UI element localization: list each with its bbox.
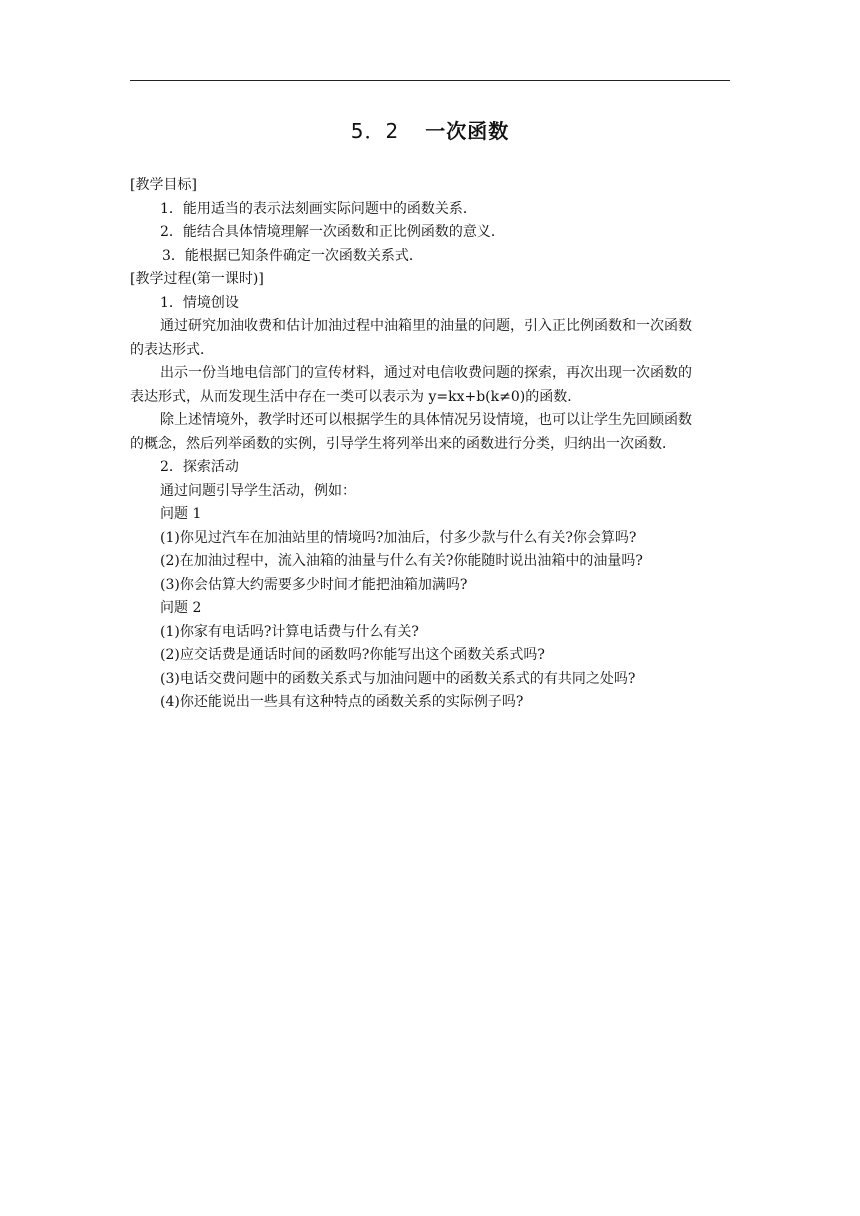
section-intro: 通过问题引导学生活动，例如： xyxy=(160,482,356,499)
problem-item: (3)电话交费问题中的函数关系式与加油问题中的函数关系式的有共同之处吗? xyxy=(160,670,636,687)
document-body xyxy=(130,174,730,715)
problem-item: (1)你家有电话吗?计算电话费与什么有关? xyxy=(160,623,419,640)
problem-heading: 问题 2 xyxy=(160,600,202,616)
paragraph-line: 表达形式，从而发现生活中存在一类可以表示为 y=kx+b(k≠0)的函数． xyxy=(130,388,582,405)
objectives-heading: [教学目标] xyxy=(130,177,197,193)
paragraph-line: 的表达形式． xyxy=(130,341,214,358)
problem-item: (3)你会估算大约需要多少时间才能把油箱加满吗? xyxy=(160,576,468,593)
header-rule xyxy=(130,80,730,81)
problem-item: (2)应交话费是通话时间的函数吗?你能写出这个函数关系式吗? xyxy=(160,647,545,663)
process-heading: [教学过程(第一课时)] xyxy=(130,271,264,287)
objective-item: 1．能用适当的表示法刻画实际问题中的函数关系． xyxy=(160,200,477,217)
title-text: 一次函数 xyxy=(425,119,510,143)
paragraph-line: 除上述情境外，教学时还可以根据学生的具体情况另设情境，也可以让学生先回顾函数 xyxy=(160,412,692,428)
problem-item: (4)你还能说出一些具有这种特点的函数关系的实际例子吗? xyxy=(160,694,524,710)
section-heading: 1．情境创设 xyxy=(160,294,239,311)
paragraph-line: 的概念，然后列举函数的实例，引导学生将列举出来的函数进行分类，归纳出一次函数． xyxy=(130,435,676,452)
page-title xyxy=(130,115,730,144)
problem-item: (2)在加油过程中，流入油箱的油量与什么有关?你能随时说出油箱中的油量吗? xyxy=(160,553,643,569)
title-number: 5．2 xyxy=(350,119,400,143)
section-heading: 2．探索活动 xyxy=(160,459,239,475)
paragraph-line: 通过研究加油收费和估计加油过程中油箱里的油量的问题，引入正比例函数和一次函数 xyxy=(160,318,692,334)
objective-item: 3．能根据已知条件确定一次函数关系式． xyxy=(162,247,423,264)
problem-item: (1)你见过汽车在加油站里的情境吗?加油后，付多少款与什么有关?你会算吗? xyxy=(160,529,637,546)
paragraph-line: 出示一份当地电信部门的宣传材料，通过对电信收费问题的探索，再次出现一次函数的 xyxy=(160,365,692,381)
problem-heading: 问题 1 xyxy=(160,506,202,522)
objective-item: 2．能结合具体情境理解一次函数和正比例函数的意义． xyxy=(160,224,505,240)
